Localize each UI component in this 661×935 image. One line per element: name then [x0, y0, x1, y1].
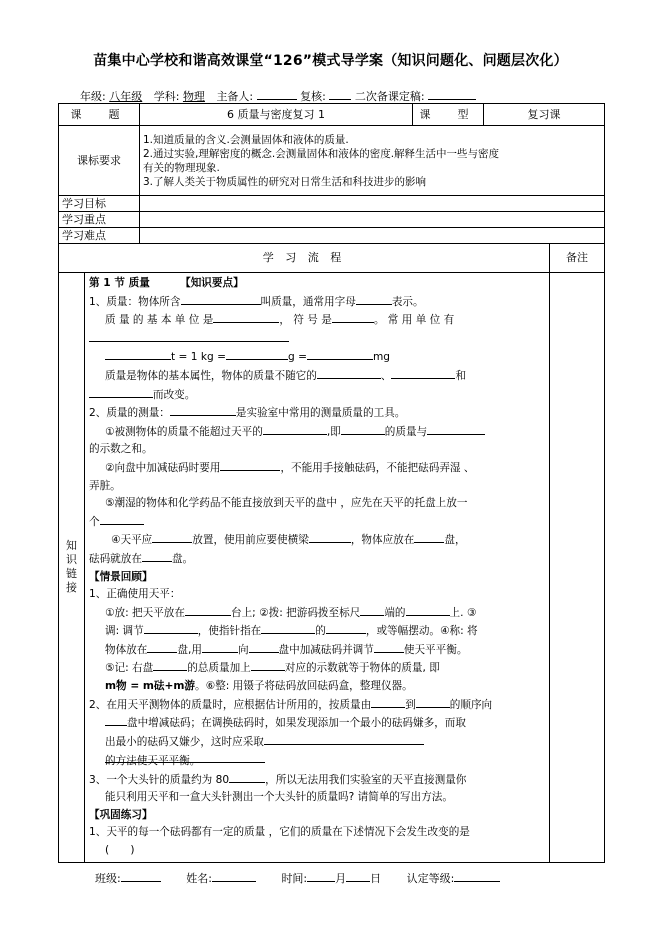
flow-label: 学 习 流 程 [59, 244, 550, 273]
blank[interactable] [371, 696, 405, 708]
text-content-k3-c: mg [372, 351, 390, 364]
standards-content [140, 126, 605, 196]
standard-2: 2.通过实验,理解密度的概念.会测量固体和液体的密度.解释生活中一些与密度 [143, 147, 500, 160]
text-table-side-label-2: 链 [66, 567, 77, 581]
class-blank[interactable] [121, 870, 161, 882]
blank[interactable] [105, 348, 171, 360]
text-content-k3-a: t = 1 kg = [171, 351, 226, 364]
section-title: 第 1 节 质量 [89, 277, 150, 289]
blank[interactable] [144, 622, 198, 634]
standard-3: 3.了解人类关于物质属性的研究对日常生活和科技进步的影响 [143, 175, 427, 188]
text-content-r3-c: 的 [315, 625, 326, 638]
subject-label: 学科: [153, 90, 180, 103]
text-content-r2-a: ①放: 把天平放在 [105, 606, 185, 619]
standard-2-cont: 有关的物理现象. [143, 161, 220, 174]
goal-label: 学习目标 [59, 196, 140, 212]
text-content-k2-a: 质 量 的 基 本 单 位 是 [105, 314, 214, 327]
blank[interactable] [100, 513, 144, 525]
text-content-r4-c: 向 [237, 643, 249, 656]
key-label: 学习重点 [59, 212, 140, 228]
blank[interactable] [185, 604, 231, 616]
blank[interactable] [147, 641, 177, 653]
text-content-k6-a: 2、质量的测量： [89, 407, 170, 420]
second-review-blank[interactable] [428, 89, 476, 100]
blank[interactable] [89, 330, 289, 342]
text-table-side-label-0: 知 [66, 539, 77, 553]
difficulty-label: 学习难点 [59, 228, 140, 244]
text-content-r2-d: 上. ③ [449, 606, 477, 619]
text-content-r7-c: 的顺序向 [449, 698, 493, 711]
preparer-blank[interactable] [257, 89, 297, 100]
text-content-r5-a: ⑤记: 右盘 [105, 662, 154, 675]
text-content-r5-b: 的总质量加上 [187, 662, 251, 675]
subject-value: 物理 [182, 90, 205, 103]
text-content-r7-b: 到 [405, 698, 416, 711]
blank[interactable] [261, 622, 315, 634]
blank[interactable] [317, 367, 381, 379]
blank[interactable] [220, 459, 280, 471]
text-content-r2-b: 台上; ②拨: 把游码拨至标尺 [231, 606, 361, 619]
text-content-k11: ⑤潮湿的物体和化学药品不能直接放到天平的盘中 ，应先在天平的托盘上放一 [105, 497, 468, 510]
text-content-k8: 的示数之和。 [89, 443, 153, 456]
text-content-k9-a: ②向盘中加减砝码时要用 [105, 461, 221, 474]
topic-value: 6 质量与密度复习 1 [140, 104, 413, 126]
blank[interactable] [326, 622, 366, 634]
text-content-r11-a: 3、一个大头针的质量约为 80 [89, 773, 230, 786]
topic-label: 课 题 [59, 104, 140, 126]
second-review-label: 二次备课定稿: [354, 90, 425, 103]
blank[interactable] [105, 714, 127, 726]
review-label: 复核: [300, 90, 326, 103]
blank[interactable] [213, 311, 279, 323]
text-content-k2-c: 。 常 用 单 位 有 [373, 314, 455, 327]
blank[interactable] [264, 733, 424, 745]
text-content-r3-b: ，使指针指在 [197, 625, 262, 638]
class-label: 班级: [95, 872, 121, 885]
text-footer-day-label: 日 [370, 872, 382, 885]
preparer-label: 主备人: [216, 90, 254, 103]
text-content-k6-b: 是实验室中常用的测量质量的工具。 [235, 407, 406, 420]
grade-level-blank[interactable] [454, 870, 500, 882]
blank[interactable] [374, 641, 404, 653]
blank[interactable] [356, 293, 392, 305]
blank[interactable] [229, 771, 265, 783]
text-content-k9-b: ，不能用手接触砝码，不能把砝码弄湿 、 [280, 461, 475, 474]
blank[interactable] [152, 531, 192, 543]
text-table-side-label-3: 接 [66, 581, 77, 595]
notes-label: 备注 [550, 244, 605, 273]
text-content-r9: 出最小的砝码又嫌少，这时应采取 [105, 735, 264, 748]
text-content-k14-b: 盘。 [171, 552, 194, 565]
blank[interactable] [427, 423, 485, 435]
text-content-k13-c: ，物体应放在 [350, 534, 415, 547]
time-label: 时间: [281, 872, 308, 885]
name-label: 姓名: [186, 872, 212, 885]
text-content-r6-text: 。⑥整: 用镊子将砝码放回砝码盒，整理仪器。 [195, 680, 413, 693]
text-content-k4-a: 质量是物体的基本属性，物体的质量不随它的 [105, 369, 317, 382]
footer [95, 870, 522, 886]
blank[interactable] [249, 641, 279, 653]
text-content-r4-e: 使天平平衡。 [403, 643, 468, 656]
blank[interactable] [202, 641, 238, 653]
blank[interactable] [170, 404, 236, 416]
blank[interactable] [416, 696, 450, 708]
blank[interactable] [391, 367, 455, 379]
notes-content[interactable] [550, 273, 605, 863]
text-content-k5: 而改变。 [153, 388, 196, 401]
mass-formula: m物 = m砝+m游 [105, 680, 196, 693]
text-content-r3-a: 调: 调节 [105, 625, 144, 638]
blank[interactable] [332, 311, 374, 323]
blank[interactable] [307, 348, 373, 360]
day-blank[interactable] [346, 870, 370, 882]
text-content-r12: 能只利用天平和一盒大头针测出一个大头针的质量吗? 请简单的写出方法。 [105, 791, 453, 804]
text-content-k3-b: g = [287, 351, 307, 364]
blank[interactable] [309, 531, 351, 543]
text-content-p2: ( ) [105, 844, 135, 856]
text-table-side-label-1: 识 [66, 553, 77, 567]
page-title: 苗集中心学校和谐高效课堂“126”模式导学案（知识问题化、问题层次化） [93, 53, 568, 69]
text-content-k7-c: 的质量与 [384, 425, 428, 438]
goal-content[interactable] [140, 196, 605, 212]
side-label [59, 273, 85, 863]
practice-title: 【巩固练习】 [89, 808, 153, 821]
text-content-k14-a: 砝码就放在 [89, 552, 142, 565]
standards-label: 课标要求 [59, 126, 140, 196]
flow-content [85, 273, 550, 863]
grade-value: 八年级 [109, 90, 143, 103]
blank[interactable] [89, 386, 153, 398]
text-content-k10: 弄脏。 [89, 479, 121, 492]
blank[interactable] [153, 659, 187, 671]
review-blank[interactable] [329, 89, 351, 100]
text-footer-month-label: 月 [335, 872, 347, 885]
lesson-table [58, 103, 605, 863]
text-content-r7-a: 2、在用天平测物体的质量时，应根据估计所用的，按质量由 [89, 698, 372, 711]
month-blank[interactable] [307, 870, 335, 882]
text-content-k12: 个 [89, 515, 100, 528]
blank[interactable] [263, 423, 327, 435]
text-content-k4-c: 和 [455, 369, 467, 382]
text-content-r4-a: 物体放在 [105, 643, 148, 656]
text-content-k13-a: ④天平应 [111, 534, 153, 547]
text-content-k1-b: 叫质量，通常用字母 [260, 295, 356, 308]
blank[interactable] [142, 550, 172, 562]
blank[interactable] [414, 531, 444, 543]
text-content-k13-b: 放置，使用前应要使横梁 [192, 534, 309, 547]
blank[interactable] [181, 293, 261, 305]
text-content-k1-a: 1、质量：物体所含 [89, 295, 181, 308]
blank[interactable] [341, 423, 385, 435]
text-content-p1: 1、天平的每一个砝码都有一定的质量 ，它们的质量在下述情况下会发生改变的是 [89, 826, 470, 839]
grade-level-label: 认定等级: [406, 872, 455, 885]
text-content-r5-c: 对应的示数就等于物体的质量, 即 [284, 662, 440, 675]
text-content-r10: 的方法使天平平衡。 [105, 755, 201, 768]
text-content-k7-b: ,即 [326, 425, 341, 438]
blank[interactable] [406, 604, 450, 616]
blank[interactable] [226, 348, 288, 360]
text-content-k4-b: 、 [380, 369, 392, 382]
key-content[interactable] [140, 212, 605, 228]
text-content-r4-d: 盘中加减砝码并调节 [278, 643, 374, 656]
name-blank[interactable] [212, 870, 256, 882]
standard-1: 1.知道质量的含义.会测量固体和液体的质量. [143, 133, 349, 146]
text-content-k7-a: ①被测物体的质量不能超过天平的 [105, 425, 263, 438]
text-content-r11-b: ，所以无法用我们实验室的天平直接测量你 [265, 773, 467, 786]
text-content-r3-d: ，或等幅摆动。④称: 将 [365, 625, 478, 638]
grade-label: 年级: [80, 90, 106, 103]
type-label: 课 型 [413, 104, 484, 126]
review-title: 【情景回顾】 [89, 570, 153, 583]
knowledge-title: 【知识要点】 [180, 277, 244, 289]
blank[interactable] [360, 604, 384, 616]
text-content-r4-b: 盘,用 [177, 643, 202, 656]
text-content-k2-b: ， 符 号 是 [279, 314, 332, 327]
text-content-r2-c: 端的 [384, 606, 406, 619]
text-content-r8-a: 盘中增减砝码；在调换砝码时，如果发现添加一个最小的砝码嫌多，而取 [127, 717, 466, 730]
header-meta [80, 88, 476, 104]
blank[interactable] [251, 659, 285, 671]
type-value: 复习课 [484, 104, 605, 126]
text-content-k13-d: 盘， [444, 534, 466, 547]
text-content-r1: 1、正确使用天平： [89, 588, 181, 601]
text-content-k1-c: 表示。 [391, 295, 424, 308]
difficulty-content[interactable] [140, 228, 605, 244]
